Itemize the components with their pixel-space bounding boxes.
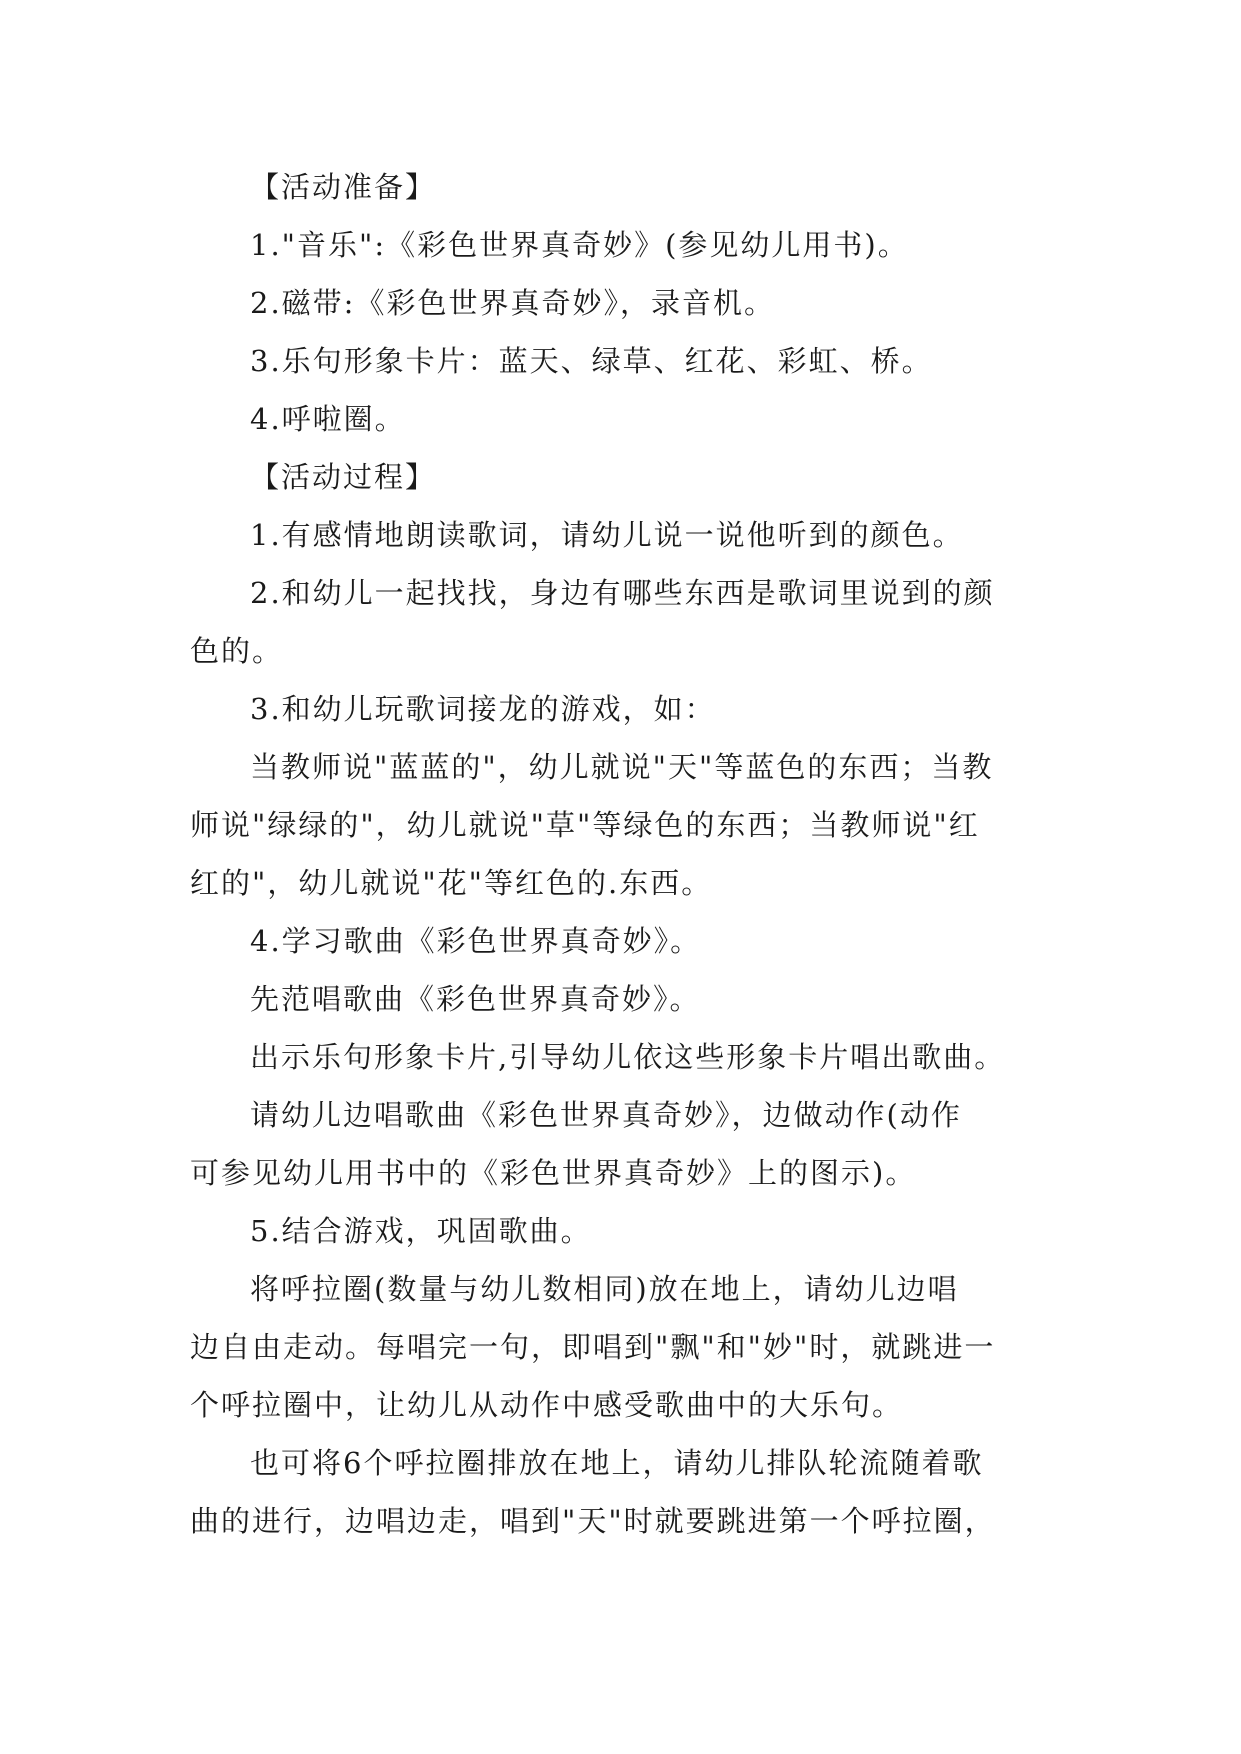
section-heading-process: 【活动过程】 xyxy=(250,460,437,494)
paragraph-line: 可参见幼儿用书中的《彩色世界真奇妙》上的图示)。 xyxy=(190,1156,917,1190)
paragraph-line: 2.磁带:《彩色世界真奇妙》，录音机。 xyxy=(250,286,775,320)
paragraph-line: 3.乐句形象卡片：蓝天、绿草、红花、彩虹、桥。 xyxy=(250,344,933,378)
paragraph-line: 也可将6个呼拉圈排放在地上，请幼儿排队轮流随着歌 xyxy=(250,1446,984,1480)
paragraph-line: 1."音乐":《彩色世界真奇妙》(参见幼儿用书)。 xyxy=(250,228,909,262)
document-body xyxy=(190,158,1070,1550)
paragraph-line: 5.结合游戏，巩固歌曲。 xyxy=(250,1214,592,1248)
paragraph-line: 师说"绿绿的"，幼儿就说"草"等绿色的东西；当教师说"红 xyxy=(190,808,980,842)
paragraph-line: 4.学习歌曲《彩色世界真奇妙》。 xyxy=(250,924,702,958)
paragraph-line: 出示乐句形象卡片,引导幼儿依这些形象卡片唱出歌曲。 xyxy=(250,1040,1006,1074)
paragraph-line: 红的"，幼儿就说"花"等红色的.东西。 xyxy=(190,866,713,900)
paragraph-line: 2.和幼儿一起找找，身边有哪些东西是歌词里说到的颜 xyxy=(250,576,995,610)
paragraph-line: 将呼拉圈(数量与幼儿数相同)放在地上，请幼儿边唱 xyxy=(250,1272,959,1306)
paragraph-line: 个呼拉圈中，让幼儿从动作中感受歌曲中的大乐句。 xyxy=(190,1388,904,1422)
paragraph-line: 当教师说"蓝蓝的"，幼儿就说"天"等蓝色的东西；当教 xyxy=(250,750,994,784)
paragraph-line: 1.有感情地朗读歌词，请幼儿说一说他听到的颜色。 xyxy=(250,518,964,552)
paragraph-line: 先范唱歌曲《彩色世界真奇妙》。 xyxy=(250,982,701,1016)
paragraph-line: 4.呼啦圈。 xyxy=(250,402,406,436)
paragraph-line: 请幼儿边唱歌曲《彩色世界真奇妙》，边做动作(动作 xyxy=(250,1098,962,1132)
section-heading-preparation: 【活动准备】 xyxy=(250,170,437,204)
paragraph-line: 边自由走动。每唱完一句，即唱到"飘"和"妙"时，就跳进一 xyxy=(190,1330,996,1364)
paragraph-line: 3.和幼儿玩歌词接龙的游戏，如： xyxy=(250,692,716,726)
paragraph-line: 色的。 xyxy=(190,634,284,668)
paragraph-line: 曲的进行，边唱边走，唱到"天"时就要跳进第一个呼拉圈， xyxy=(190,1504,996,1538)
